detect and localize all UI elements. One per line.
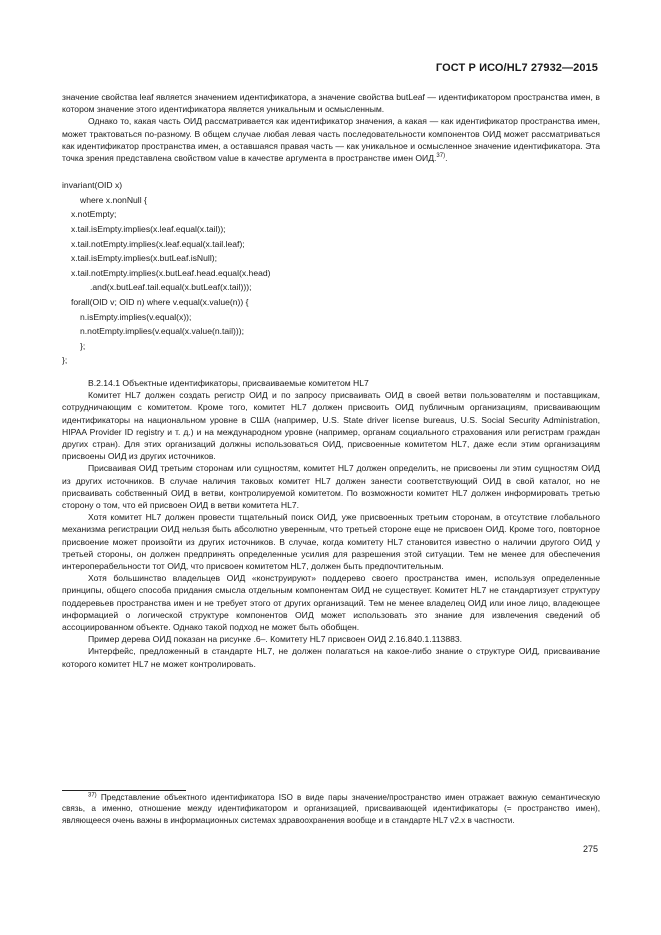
standard-title: ГОСТ Р ИСО/HL7 27932—2015 [435,62,598,74]
intro-paragraph-2-end: . [445,153,448,164]
section-paragraph-3: Хотя комитет HL7 должен провести тщательный поиск ОИД, уже присвоенных третьим сторонам, в отсутствие глобального механизма регистрации ОИД нельзя быть абсолютно уверенным, что третьей стороне еще не присвоен ОИД. Кроме того, повторное присвоение может произойти из других источников. В случае, когда комитету HL7 становится известно о наличии другого ОИД у третьей стороны, он должен предпринять определенные усилия для разрешения этой ситуации. Тем не менее для обеспечения интероперабельности тот ОИД, что присвоен комитетом HL7, должен быть предпочтительным. [62,512,600,571]
code-line: }; [62,355,68,366]
footnote-reference: 37) [436,153,446,160]
code-line: where x.nonNull { [80,194,147,205]
footnote-divider [62,790,186,791]
main-text [62,91,600,670]
footnote [62,792,600,826]
intro-paragraph-1: значение свойства leaf является значением идентификатора, а значение свойства butLeaf — идентификатором пространства имен, в котором значение этого идентификатора является уникальным и осмысленным. [62,92,600,115]
footnote-text: Представление объектного идентификатора ISO в виде пары значение/пространство имен отражает важную семантическую связь, а именно, отношение между идентификатором и организацией, присваивающей идентификаторы (= пространство имен), являющееся очень важны в информационных системах здравоохранения вообще и в стандарте HL7 v2.x в частности. [62,793,600,825]
code-line: x.notEmpty; [71,209,117,220]
intro-paragraph-2-text: Однако то, какая часть ОИД рассматривается как идентификатор значения, а какая — как идентификатор пространства имен, может трактоваться по-разному. В общем случае любая левая часть последовательности компонентов ОИД может рассматриваться как идентификатор пространства имен, а оставшаяся правая часть — как уникальное и осмысленное значение идентификатора. Эта точка зрения представлена свойством value в качестве аргумента в пространстве имен ОИД. [62,116,600,164]
section-b-2-14-1 [62,377,600,670]
section-heading: В.2.14.1 Объектные идентификаторы, присваиваемые комитетом HL7 [88,377,369,388]
section-paragraph-5: Пример дерева ОИД показан на рисунке .6–. Комитету HL7 присвоен ОИД 2.16.840.1.113883. [88,634,463,645]
code-line: .and(x.butLeaf.tail.equal(x.butLeaf(x.tail))); [90,282,252,293]
code-block [62,178,600,368]
code-line: }; [80,340,86,351]
code-line: n.notEmpty.implies(v.equal(x.value(n.tail))); [80,326,244,337]
section-paragraph-4: Хотя большинство владельцев ОИД «конструируют» поддерево своего пространства имен, используя определенные принципы, общего способа придания смысла отдельным компонентам ОИД не существует. Комитет HL7 не стандартизует структуру поддеревьев пространства имен и не требует этого от других организаций. Тем не менее владелец ОИД или иное лицо, владеющее информацией о логической структуре компонентов ОИД может использовать это знание для извлечения сведений об ассоциированном объекте. Однако такой подход не может быть обобщен. [62,573,600,632]
code-line: x.tail.isEmpty.implies(x.butLeaf.isNull); [71,253,217,264]
code-line: x.tail.notEmpty.implies(x.butLeaf.head.equal(x.head) [71,267,271,278]
page-number: 275 [582,844,598,854]
section-paragraph-1: Комитет HL7 должен создать регистр ОИД и по запросу присваивать ОИД в своей ветви пользователям и поставщикам, сотрудничающим с комитетом. Кроме того, комитет HL7 должен присвоить ОИД публичным организациям, присваивающим идентификаторы на национальном уровне в США (например, U.S. State driver license bureaus, U.S. Social Security Administration, HIPAA Provider ID registry и т. д.) и на международном уровне (например, органам социального страхования или регистрам граждан других стран). Для этих организаций должны использоваться ОИД, присвоенные комитетом HL7, даже если этим организациям присвоены ОИД из других источников. [62,390,600,462]
code-line: forall(OID v; OID n) where v.equal(x.value(n)) { [71,296,249,307]
intro-paragraph-2 [62,115,600,164]
code-line: x.tail.isEmpty.implies(x.leaf.equal(x.tail)); [71,224,226,234]
code-line: x.tail.notEmpty.implies(x.leaf.equal(x.tail.leaf); [71,238,245,249]
code-line: invariant(OID x) [62,180,123,191]
section-paragraph-2: Присваивая ОИД третьим сторонам или сущностям, комитет HL7 должен определить, не присвоены ли этим сущностям ОИД из других источников. В случае наличия таковых комитет HL7 должен занести соответствующий ОИД в свой каталог, но не присваивать собственный ОИД в ветви, контролируемой комитетом. По возможности комитет HL7 должен информировать третью сторону о том, что ей присвоен ОИД в ветви комитета HL7. [62,463,600,510]
section-paragraph-6: Интерфейс, предложенный в стандарте HL7, не должен полагаться на какое-либо знание о структуре ОИД, присваивание которого комитет HL7 не может контролировать. [62,646,600,669]
code-line: n.isEmpty.implies(v.equal(x)); [80,311,192,322]
footnote-mark: 37) [88,792,97,799]
